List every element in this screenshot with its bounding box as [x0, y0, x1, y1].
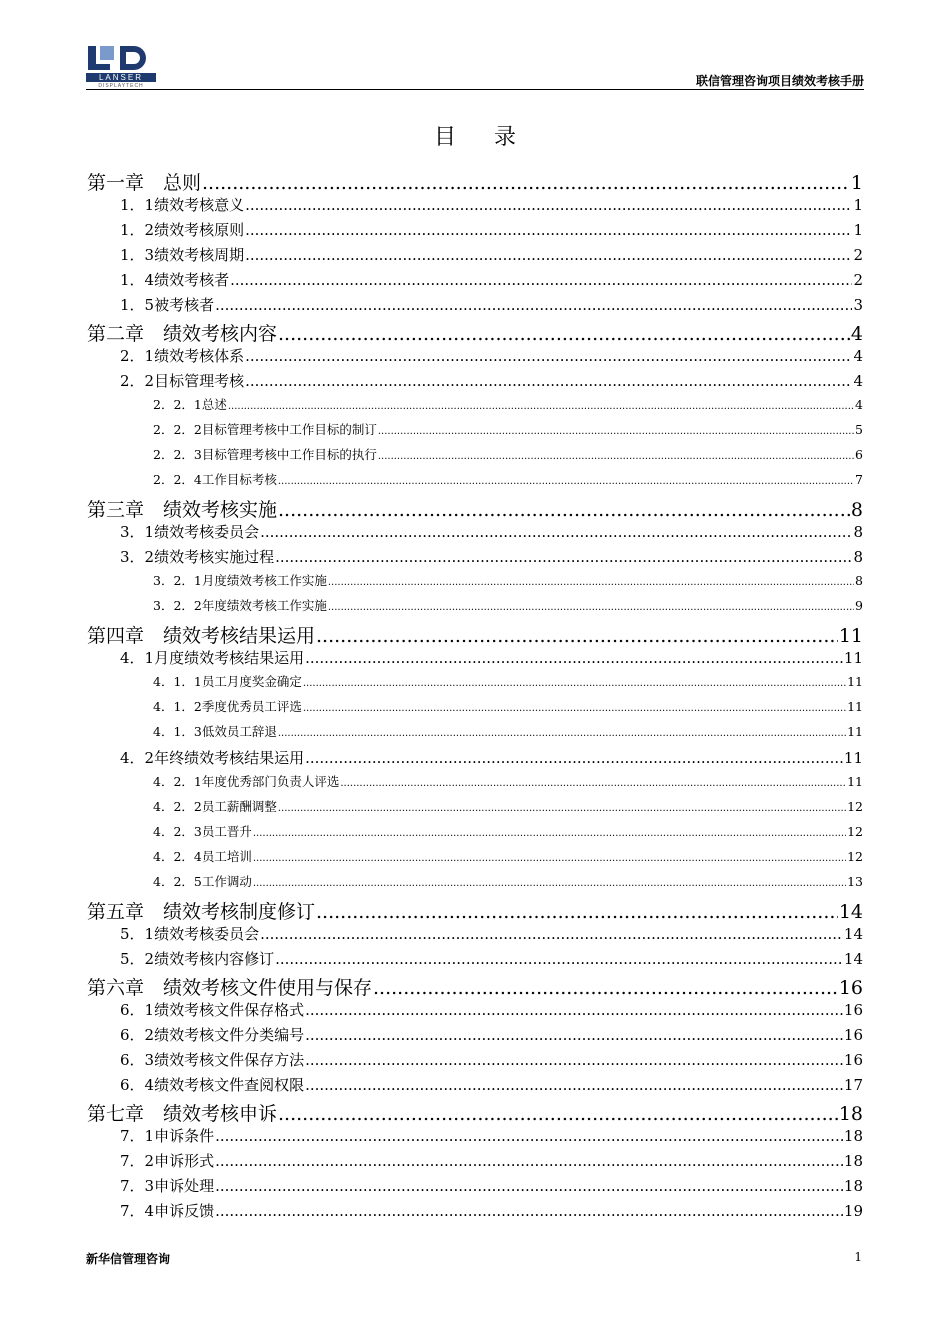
toc-entry[interactable] [87, 948, 863, 973]
toc-entry-title: 5．1绩效考核委员会 [120, 925, 260, 943]
toc-entry[interactable] [87, 772, 863, 797]
toc-entry-page: 12 [847, 799, 863, 814]
toc-entry[interactable] [87, 973, 863, 999]
toc-entry-page: 1 [853, 196, 863, 214]
toc-entry[interactable] [87, 420, 863, 445]
toc-dot-leader [215, 1127, 843, 1145]
toc-entry[interactable] [87, 546, 863, 571]
toc-entry-page: 11 [838, 625, 863, 647]
company-logo [86, 44, 156, 90]
footer-page-number: 1 [854, 1250, 862, 1264]
footer-company: 新华信管理咨询 [86, 1252, 171, 1266]
toc-entry-title: 7．3申诉处理 [120, 1177, 215, 1195]
toc-entry-title: 3．1绩效考核委员会 [120, 523, 260, 541]
toc-entry-title: 2．2目标管理考核 [120, 372, 245, 390]
toc-entry-title: 1．3绩效考核周期 [120, 246, 245, 264]
toc-entry[interactable] [87, 697, 863, 722]
toc-entry-page: 11 [847, 674, 863, 689]
toc-dot-leader [328, 602, 854, 613]
toc-entry[interactable] [87, 470, 863, 495]
toc-entry-title: 3．2．2年度绩效考核工作实施 [153, 598, 327, 613]
toc-dot-leader [253, 828, 846, 839]
logo-mark-icon [86, 44, 156, 74]
toc-dot-leader [340, 778, 846, 789]
toc-dot-leader [245, 196, 852, 214]
header-divider [86, 89, 864, 90]
toc-entry-page: 8 [853, 548, 863, 566]
toc-dot-leader [378, 426, 854, 437]
toc-entry-page: 8 [850, 499, 863, 521]
toc-entry[interactable] [87, 872, 863, 897]
toc-entry[interactable] [87, 847, 863, 872]
toc-entry-page: 17 [843, 1076, 863, 1094]
toc-entry-title: 4．2年终绩效考核结果运用 [120, 749, 305, 767]
toc-dot-leader [305, 649, 843, 667]
toc-dot-leader [373, 977, 838, 999]
toc-entry-page: 8 [855, 573, 863, 588]
toc-dot-leader [245, 246, 852, 264]
toc-entry-title: 4．1．1员工月度奖金确定 [153, 674, 302, 689]
toc-entry[interactable] [87, 194, 863, 219]
toc-entry-page: 5 [855, 422, 863, 437]
toc-dot-leader [303, 703, 846, 714]
toc-entry-page: 16 [843, 1051, 863, 1069]
toc-dot-leader [245, 347, 852, 365]
toc-entry-page: 7 [855, 472, 863, 487]
toc-entry-page: 11 [847, 699, 863, 714]
toc-entry-page: 11 [847, 724, 863, 739]
toc-entry[interactable] [87, 822, 863, 847]
toc-entry-page: 4 [855, 397, 863, 412]
toc-dot-leader [278, 476, 854, 487]
toc-entry[interactable] [87, 596, 863, 621]
toc-dot-leader [305, 749, 843, 767]
toc-entry[interactable] [87, 923, 863, 948]
toc-entry[interactable] [87, 395, 863, 420]
toc-dot-leader [305, 1051, 843, 1069]
toc-entry-title: 4．2．2员工薪酬调整 [153, 799, 277, 814]
toc-dot-leader [278, 803, 846, 814]
toc-entry[interactable] [87, 647, 863, 672]
toc-entry-title: 7．4申诉反馈 [120, 1202, 215, 1220]
toc-dot-leader [253, 853, 846, 864]
toc-entry-title: 第五章 绩效考核制度修订 [87, 901, 316, 923]
toc-dot-leader [278, 499, 850, 521]
toc-entry[interactable] [87, 1125, 863, 1150]
toc-entry[interactable] [87, 797, 863, 822]
toc-entry-page: 3 [853, 296, 863, 314]
toc-dot-leader [215, 1177, 843, 1195]
toc-dot-leader [278, 728, 846, 739]
toc-entry-page: 2 [853, 271, 863, 289]
toc-entry-title: 1．2绩效考核原则 [120, 221, 245, 239]
toc-dot-leader [260, 523, 852, 541]
toc-entry-page: 16 [843, 1026, 863, 1044]
toc-dot-leader [278, 1103, 838, 1125]
toc-entry-title: 2．1绩效考核体系 [120, 347, 245, 365]
toc-dot-leader [228, 401, 854, 412]
toc-entry-page: 16 [843, 1001, 863, 1019]
toc-entry-title: 6．1绩效考核文件保存格式 [120, 1001, 305, 1019]
toc-dot-leader [275, 548, 852, 566]
toc-entry[interactable] [87, 1099, 863, 1125]
toc-entry-page: 1 [853, 221, 863, 239]
toc-entry-title: 第一章 总则 [87, 172, 202, 194]
toc-entry-page: 14 [843, 950, 863, 968]
toc-dot-leader [253, 878, 846, 889]
toc-dot-leader [305, 1001, 843, 1019]
toc-entry-title: 5．2绩效考核内容修订 [120, 950, 275, 968]
toc-dot-leader [328, 577, 854, 588]
toc-entry-title: 4．1．3低效员工辞退 [153, 724, 277, 739]
toc-entry-title: 6．3绩效考核文件保存方法 [120, 1051, 305, 1069]
toc-entry-title: 2．2．2目标管理考核中工作目标的制订 [153, 422, 377, 437]
toc-entry[interactable] [87, 345, 863, 370]
toc-entry-page: 18 [843, 1127, 863, 1145]
logo-subtitle: DISPLAYTECH [98, 83, 144, 89]
toc-entry-page: 12 [847, 824, 863, 839]
toc-entry[interactable] [87, 672, 863, 697]
toc-entry[interactable] [87, 370, 863, 395]
toc-entry-title: 4．1月度绩效考核结果运用 [120, 649, 305, 667]
toc-dot-leader [378, 451, 854, 462]
toc-entry-title: 2．2．3目标管理考核中工作目标的执行 [153, 447, 377, 462]
header-title: 联信管理咨询项目绩效考核手册 [695, 74, 864, 88]
toc-entry-title: 7．1申诉条件 [120, 1127, 215, 1145]
toc-entry-page: 13 [847, 874, 863, 889]
toc-dot-leader [215, 1152, 843, 1170]
toc-title: 目录 [433, 125, 554, 150]
toc-entry[interactable] [87, 571, 863, 596]
toc-entry-title: 4．1．2季度优秀员工评选 [153, 699, 302, 714]
toc-entry-title: 第四章 绩效考核结果运用 [87, 625, 316, 647]
toc-entry-title: 4．2．5工作调动 [153, 874, 252, 889]
toc-entry-page: 18 [843, 1152, 863, 1170]
toc-dot-leader [305, 1076, 843, 1094]
toc-dot-leader [316, 901, 838, 923]
table-of-contents [87, 168, 863, 1225]
toc-entry-title: 1．5被考核者 [120, 296, 215, 314]
toc-entry[interactable] [87, 1024, 863, 1049]
logo-name: LANSER [86, 73, 156, 82]
toc-entry-page: 4 [853, 372, 863, 390]
toc-entry[interactable] [87, 445, 863, 470]
toc-entry[interactable] [87, 999, 863, 1024]
toc-entry-page: 1 [850, 172, 863, 194]
toc-entry-page: 18 [838, 1103, 863, 1125]
toc-entry-title: 3．2．1月度绩效考核工作实施 [153, 573, 327, 588]
toc-entry-page: 8 [853, 523, 863, 541]
toc-entry-title: 7．2申诉形式 [120, 1152, 215, 1170]
toc-dot-leader [260, 925, 843, 943]
toc-entry[interactable] [87, 1074, 863, 1099]
toc-entry-title: 6．2绩效考核文件分类编号 [120, 1026, 305, 1044]
toc-dot-leader [245, 372, 852, 390]
toc-entry-title: 1．1绩效考核意义 [120, 196, 245, 214]
toc-dot-leader [275, 950, 843, 968]
toc-dot-leader [305, 1026, 843, 1044]
toc-entry-title: 2．2．4工作目标考核 [153, 472, 277, 487]
toc-entry-title: 4．2．1年度优秀部门负责人评选 [153, 774, 340, 789]
toc-entry[interactable] [87, 495, 863, 521]
toc-entry[interactable] [87, 294, 863, 319]
toc-entry-title: 第七章 绩效考核申诉 [87, 1103, 278, 1125]
toc-entry-page: 16 [838, 977, 863, 999]
toc-entry-title: 6．4绩效考核文件查阅权限 [120, 1076, 305, 1094]
toc-dot-leader [245, 221, 852, 239]
toc-entry-page: 6 [855, 447, 863, 462]
toc-entry-title: 4．2．3员工晋升 [153, 824, 252, 839]
toc-entry[interactable] [87, 1200, 863, 1225]
toc-dot-leader [202, 172, 850, 194]
toc-dot-leader [215, 1202, 843, 1220]
toc-entry[interactable] [87, 621, 863, 647]
toc-entry-page: 18 [843, 1177, 863, 1195]
toc-entry[interactable] [87, 1150, 863, 1175]
toc-entry-title: 第二章 绩效考核内容 [87, 323, 278, 345]
toc-entry[interactable] [87, 521, 863, 546]
toc-entry-title: 第六章 绩效考核文件使用与保存 [87, 977, 373, 999]
toc-entry-title: 第三章 绩效考核实施 [87, 499, 278, 521]
toc-entry-page: 9 [855, 598, 863, 613]
toc-entry[interactable] [87, 219, 863, 244]
toc-dot-leader [278, 323, 850, 345]
toc-entry-title: 3．2绩效考核实施过程 [120, 548, 275, 566]
toc-entry-title: 2．2．1总述 [153, 397, 227, 412]
toc-dot-leader [316, 625, 838, 647]
toc-entry-page: 11 [843, 749, 863, 767]
toc-entry-page: 19 [843, 1202, 863, 1220]
toc-entry[interactable] [87, 168, 863, 194]
toc-entry-page: 11 [847, 774, 863, 789]
toc-entry[interactable] [87, 269, 863, 294]
toc-entry-page: 4 [853, 347, 863, 365]
toc-entry[interactable] [87, 1175, 863, 1200]
toc-entry-title: 1．4绩效考核者 [120, 271, 230, 289]
toc-entry[interactable] [87, 244, 863, 269]
toc-entry-page: 14 [838, 901, 863, 923]
toc-entry-page: 2 [853, 246, 863, 264]
toc-entry[interactable] [87, 897, 863, 923]
toc-entry[interactable] [87, 747, 863, 772]
toc-entry-title: 4．2．4员工培训 [153, 849, 252, 864]
toc-entry[interactable] [87, 722, 863, 747]
toc-entry-page: 4 [850, 323, 863, 345]
toc-entry-page: 14 [843, 925, 863, 943]
toc-dot-leader [215, 296, 852, 314]
toc-entry-page: 11 [843, 649, 863, 667]
toc-dot-leader [303, 678, 846, 689]
toc-entry[interactable] [87, 319, 863, 345]
toc-entry-page: 12 [847, 849, 863, 864]
toc-dot-leader [230, 271, 852, 289]
toc-entry[interactable] [87, 1049, 863, 1074]
